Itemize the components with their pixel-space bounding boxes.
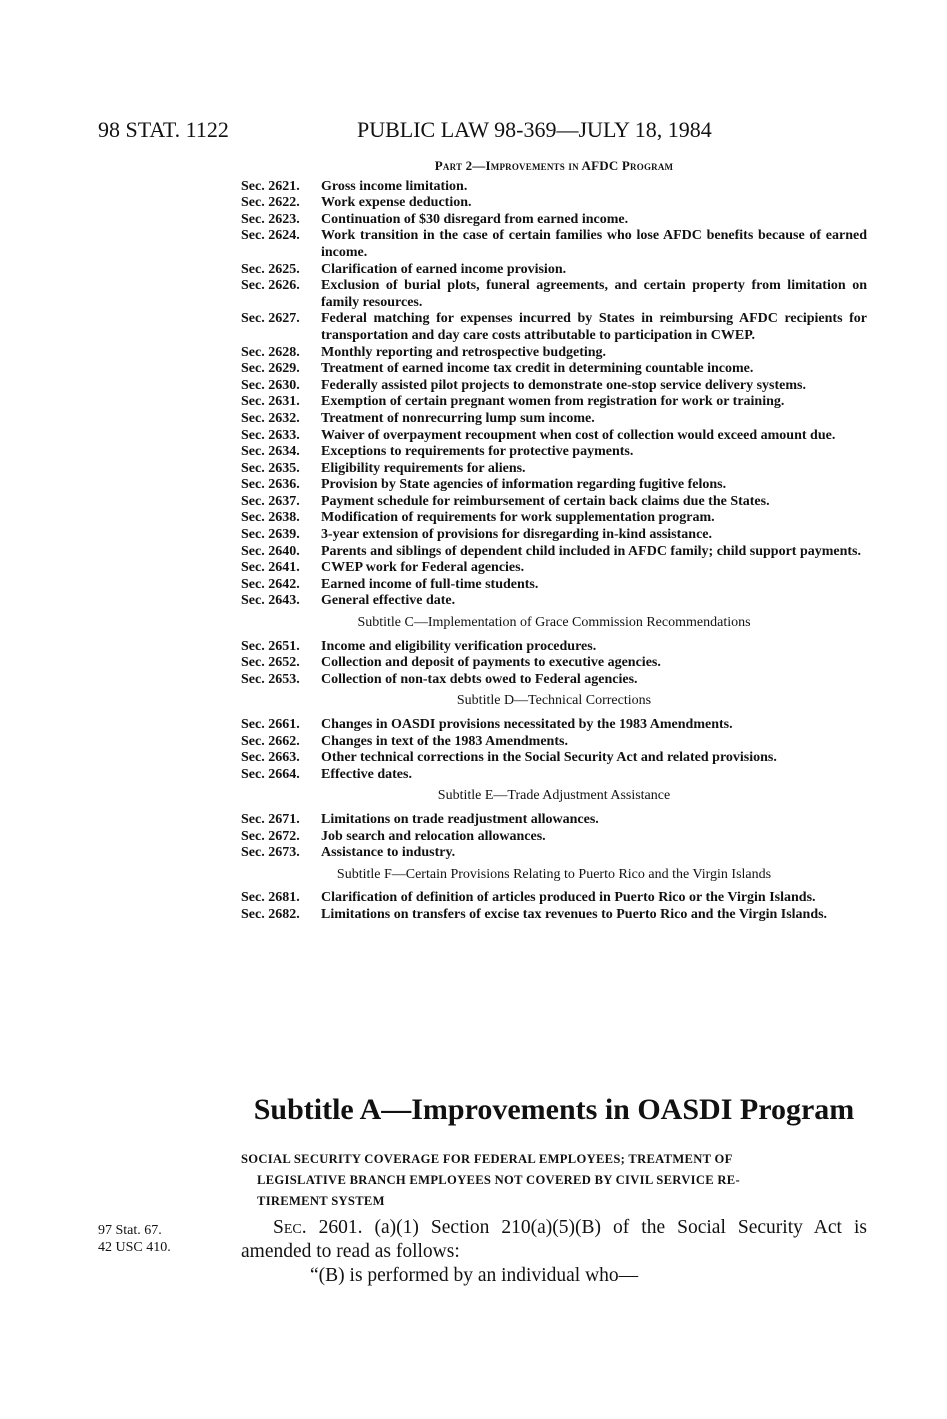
subtitle-e-heading: Subtitle E—Trade Adjustment Assistance	[437, 788, 671, 804]
toc-entry-title: Assistance to industry.	[321, 845, 456, 861]
stat-page-number: 98 STAT. 1122	[98, 117, 229, 142]
subtitle-a-title: Subtitle A—Improvements in OASDI Program	[253, 1093, 855, 1126]
toc-entry-title: Collection of non-tax debts owed to Federal agencies.	[321, 671, 638, 687]
toc-entry-title: Collection and deposit of payments to executive agencies.	[321, 655, 661, 671]
toc-entry-number: Sec. 2633.	[241, 427, 300, 443]
toc-entry-title: Continuation of $30 disregard from earned income.	[321, 211, 629, 227]
toc-entry	[241, 560, 867, 577]
toc-entry	[241, 734, 867, 751]
margin-note-stat: 97 Stat. 67.	[98, 1223, 162, 1238]
toc-entry-title: Parents and siblings of dependent child included in AFDC family; child support payments.	[321, 543, 862, 559]
toc-entry-title: Job search and relocation allowances.	[321, 828, 546, 844]
toc-entry	[241, 544, 867, 561]
margin-citation	[98, 1222, 171, 1256]
section-2601-text: (a)(1) Section 210(a)(5)(B) of the Social Security Act is amended to read as follows:	[241, 1217, 867, 1262]
toc-entry-title: Payment schedule for reimbursement of certain back claims due the States.	[321, 493, 770, 509]
toc-entry-title: Earned income of full-time students.	[321, 576, 539, 592]
toc-entry	[241, 361, 867, 378]
toc-entry	[241, 477, 867, 494]
toc-entry-title: Clarification of earned income provision.	[321, 261, 567, 277]
toc-entry-number: Sec. 2661.	[241, 717, 300, 732]
toc-entry-number: Sec. 2626.	[241, 278, 300, 294]
toc-entry-number: Sec. 2671.	[241, 811, 300, 827]
toc-entry	[241, 593, 867, 610]
toc-entry-number: Sec. 2637.	[241, 493, 300, 509]
toc-entry-number: Sec. 2628.	[241, 344, 300, 360]
toc-entry	[241, 829, 867, 846]
toc-entry-number: Sec. 2629.	[241, 361, 300, 377]
toc-entry-number: Sec. 2631.	[241, 394, 300, 410]
toc-entry	[241, 907, 867, 924]
subtitle-f-list	[241, 890, 867, 923]
toc-entry	[241, 378, 867, 395]
section-caption	[241, 1149, 867, 1212]
toc-entry-number: Sec. 2640.	[241, 543, 300, 559]
toc-entry	[241, 262, 867, 279]
toc-entry-number: Sec. 2642.	[241, 576, 300, 592]
toc-entry-number: Sec. 2624.	[241, 228, 300, 244]
toc-entry-number: Sec. 2632.	[241, 410, 300, 426]
section-label: Sec. 2601.	[273, 1217, 363, 1238]
toc-entry-title: Work expense deduction.	[321, 195, 472, 211]
toc-entry	[241, 345, 867, 362]
toc-entry-number: Sec. 2673.	[241, 845, 300, 861]
toc-entry-number: Sec. 2636.	[241, 477, 300, 493]
toc-entry-title: CWEP work for Federal agencies.	[321, 560, 525, 576]
toc-entry-number: Sec. 2643.	[241, 593, 300, 609]
toc-entry-number: Sec. 2625.	[241, 261, 300, 277]
toc-entry	[241, 195, 867, 212]
toc-entry-title: Treatment of nonrecurring lump sum income.	[321, 410, 595, 426]
subtitle-d-list	[241, 717, 867, 783]
toc-entry-number: Sec. 2641.	[241, 560, 300, 576]
toc-entry	[241, 845, 867, 862]
subtitle-c-heading: Subtitle C—Implementation of Grace Commission Recommendations	[357, 615, 751, 631]
toc-entry	[241, 717, 867, 734]
subparagraph-b: “(B) is performed by an individual who—	[310, 1265, 639, 1286]
toc-entry-title: Gross income limitation.	[321, 178, 468, 194]
toc-entry	[241, 812, 867, 829]
toc-entry-title: Exceptions to requirements for protective payments.	[321, 444, 634, 460]
toc-entry-title: Changes in text of the 1983 Amendments.	[321, 733, 568, 749]
toc-entry	[241, 577, 867, 594]
subtitle-e-list	[241, 812, 867, 862]
toc-entry-title: Treatment of earned income tax credit in determining countable income.	[321, 361, 754, 377]
toc-entry-number: Sec. 2664.	[241, 766, 300, 782]
toc-entry-title: 3-year extension of provisions for disregarding in-kind assistance.	[321, 527, 713, 543]
toc-entry-number: Sec. 2635.	[241, 460, 300, 476]
toc-entry-number: Sec. 2681.	[241, 890, 300, 906]
toc-entry-number: Sec. 2623.	[241, 211, 300, 227]
toc-entry	[241, 510, 867, 527]
toc-entry-title: Waiver of overpayment recoupment when cost of collection would exceed amount due.	[321, 427, 836, 443]
table-of-contents	[241, 158, 867, 924]
section-2601-paragraph	[241, 1216, 867, 1264]
toc-entry	[241, 639, 867, 656]
toc-entry	[241, 494, 867, 511]
toc-entry-title: Monthly reporting and retrospective budgeting.	[321, 344, 607, 360]
toc-entry	[241, 278, 867, 311]
toc-entry	[241, 228, 867, 261]
toc-entry-number: Sec. 2652.	[241, 655, 300, 671]
toc-entry-number: Sec. 2651.	[241, 638, 300, 654]
part2-heading: Part 2—Improvements in AFDC Program	[434, 158, 674, 173]
toc-entry-number: Sec. 2682.	[241, 906, 300, 922]
caption-line-1: SOCIAL SECURITY COVERAGE FOR FEDERAL EMPLOYEES; TREATMENT OF	[241, 1152, 733, 1166]
toc-entry	[241, 750, 867, 767]
toc-entry-title: Limitations on trade readjustment allowances.	[321, 811, 599, 827]
running-title: PUBLIC LAW 98-369—JULY 18, 1984	[357, 117, 712, 142]
toc-entry	[241, 411, 867, 428]
toc-entry-number: Sec. 2630.	[241, 377, 300, 393]
toc-entry	[241, 212, 867, 229]
caption-line-3: TIREMENT SYSTEM	[257, 1194, 385, 1208]
toc-entry-title: Modification of requirements for work supplementation program.	[321, 510, 715, 526]
toc-entry	[241, 444, 867, 461]
toc-entry-title: Federally assisted pilot projects to demonstrate one-stop service delivery systems.	[321, 377, 806, 393]
toc-entry	[241, 428, 867, 445]
toc-entry-title: Work transition in the case of certain families who lose AFDC benefits because of earned income.	[321, 228, 867, 260]
toc-entry-title: Effective dates.	[321, 766, 412, 782]
subtitle-f-heading: Subtitle F—Certain Provisions Relating to Puerto Rico and the Virgin Islands	[336, 866, 772, 882]
toc-entry-number: Sec. 2638.	[241, 510, 300, 526]
toc-entry	[241, 767, 867, 784]
toc-entry	[241, 672, 867, 689]
toc-entry	[241, 394, 867, 411]
toc-entry-number: Sec. 2622.	[241, 195, 300, 211]
subtitle-d-heading: Subtitle D—Technical Corrections	[456, 693, 652, 709]
toc-entry-number: Sec. 2621.	[241, 178, 300, 194]
toc-entry-title: Clarification of definition of articles produced in Puerto Rico or the Virgin Islands.	[321, 890, 816, 906]
toc-entry-number: Sec. 2653.	[241, 671, 300, 687]
toc-entry-title: Changes in OASDI provisions necessitated by the 1983 Amendments.	[321, 717, 733, 732]
toc-entry-number: Sec. 2662.	[241, 733, 300, 749]
toc-entry	[241, 655, 867, 672]
toc-entry-title: Exemption of certain pregnant women from registration for work or training.	[321, 394, 785, 410]
toc-entry	[241, 890, 867, 907]
toc-entry-number: Sec. 2634.	[241, 444, 300, 460]
section-body	[241, 1216, 867, 1288]
toc-entry-number: Sec. 2627.	[241, 311, 300, 327]
toc-entry	[241, 179, 867, 196]
toc-entry-number: Sec. 2663.	[241, 750, 300, 766]
toc-entry-title: Income and eligibility verification procedures.	[321, 638, 597, 654]
toc-entry-number: Sec. 2672.	[241, 828, 300, 844]
caption-line-2: LEGISLATIVE BRANCH EMPLOYEES NOT COVERED BY CIVIL SERVICE RE-	[257, 1173, 740, 1187]
toc-entry	[241, 311, 867, 344]
toc-entry-title: Provision by State agencies of information regarding fugitive felons.	[321, 477, 727, 493]
part2-list	[241, 179, 867, 610]
toc-entry-title: Eligibility requirements for aliens.	[321, 460, 526, 476]
margin-note-usc: 42 USC 410.	[98, 1240, 171, 1255]
toc-entry-title: Other technical corrections in the Social Security Act and related provisions.	[321, 750, 777, 766]
toc-entry	[241, 461, 867, 478]
toc-entry-title: Exclusion of burial plots, funeral agreements, and certain property from limitation on family resources.	[321, 278, 867, 310]
toc-entry-title: General effective date.	[321, 593, 456, 609]
toc-entry	[241, 527, 867, 544]
toc-entry-title: Federal matching for expenses incurred by States in reimbursing AFDC recipients for transportation and day care costs attributable to participation in CWEP.	[321, 311, 867, 343]
toc-entry-title: Limitations on transfers of excise tax revenues to Puerto Rico and the Virgin Islands.	[321, 906, 828, 922]
toc-entry-number: Sec. 2639.	[241, 527, 300, 543]
subtitle-c-list	[241, 639, 867, 689]
